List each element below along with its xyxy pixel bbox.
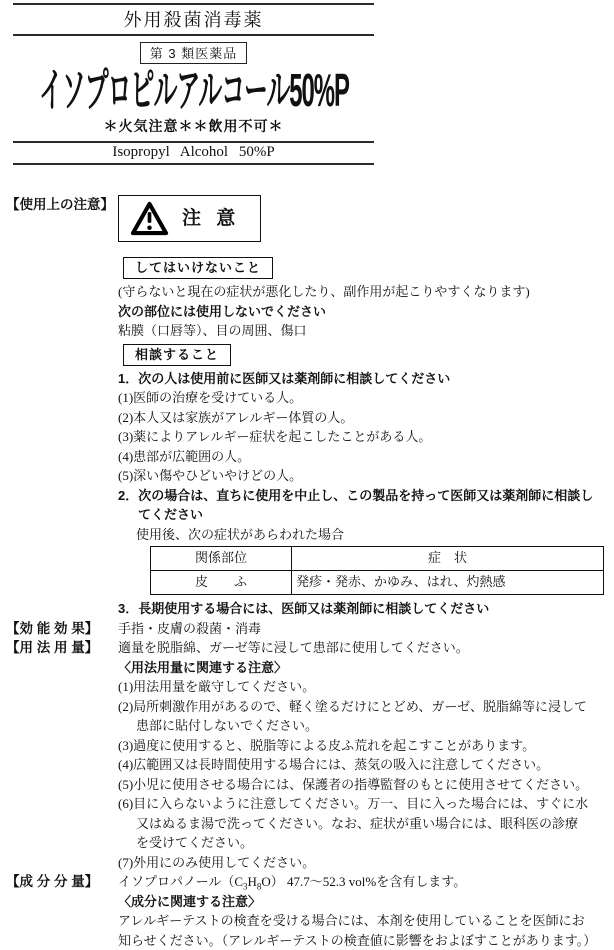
formula-text: O） 47.7～52.3 vol%を含有します。 — [261, 874, 467, 889]
dosage-notes-heading: 〈用法用量に関連する注意〉 — [118, 659, 288, 675]
donts-block — [118, 254, 604, 341]
main-content — [0, 195, 600, 950]
donts-body: 粘膜（口唇等）、目の周囲、傷口 — [118, 323, 307, 338]
list-item: (6)目に入らないように注意してください。万一、目に入った場合には、すぐに水又はぬるま湯で洗ってください。なお、症状が重い場合には、眼科医の診療を受けてください。 — [118, 796, 589, 850]
consult-item2-subnote: 使用後、次の症状があらわれた場合 — [136, 526, 345, 542]
list-item: (1)用法用量を厳守してください。 — [118, 679, 316, 694]
ingredient-formula — [118, 872, 590, 892]
section-label-ingredients: 【成 分 分 量】 — [6, 874, 99, 889]
consult-box-label: 相談すること — [123, 344, 231, 366]
list-item: (7)外用にのみ使用してください。 — [118, 854, 316, 870]
fire-warning-text: ＊火気注意＊＊飲用不可＊ — [103, 118, 284, 134]
table-cell-part: 皮 ふ — [151, 571, 292, 595]
section-label-dosage: 【用 法 用 量】 — [6, 640, 99, 655]
list-item: (2)局所刺激作用があるので、軽く塗るだけにとどめ、ガーゼ、脱脂綿等に浸して患部に貼付しないでください。 — [118, 698, 587, 733]
caution-badge-label: 注 意 — [182, 208, 241, 229]
product-title: イソプロピルアルコール50%P — [38, 64, 349, 116]
section-ingredients — [0, 872, 600, 950]
header-rule — [13, 34, 374, 36]
warning-triangle-icon — [130, 201, 169, 236]
section-label-precautions: 【使用上の注意】 — [6, 197, 114, 212]
ingredients-content — [118, 872, 600, 950]
table-header-row — [151, 547, 604, 571]
table-row — [151, 571, 604, 595]
drug-category: 外用殺菌消毒薬 — [123, 10, 264, 30]
table-header-symptom: 症 状 — [292, 547, 604, 571]
product-title-en: Isopropyl Alcohol 50%P — [112, 144, 275, 160]
product-title-row — [13, 65, 374, 115]
consult-item1-heading: 1．次の人は使用前に医師又は薬剤師に相談してください — [118, 370, 451, 386]
consult-item3-heading: 3．長期使用する場合には、医師又は薬剤師に相談してください — [118, 601, 490, 616]
ingredients-note: アレルギーテストの検査を受ける場合には、本剤を使用していることを医師にお知らせください。（アレルギーテストの検査値に影響をおよぼすことがあります。） — [118, 913, 597, 948]
efficacy-body: 手指・皮膚の殺菌・消毒 — [118, 620, 262, 636]
classification-badge: 第 3 類医薬品 — [140, 42, 247, 64]
section-efficacy — [0, 619, 600, 639]
list-item: (5)深い傷やひどいやけどの人。 — [118, 468, 303, 483]
list-item: (5)小児に使用させる場合には、保護者の指導監督のもとに使用させてください。 — [118, 776, 589, 792]
donts-heading: 次の部位には使用しないでください — [118, 303, 327, 319]
formula-text: H — [247, 874, 257, 889]
list-item: (3)過度に使用すると、脱脂等による皮ふ荒れを起こすことがあります。 — [118, 737, 536, 753]
table-header-part: 関係部位 — [151, 547, 292, 571]
consult-item2-heading: 2．次の場合は、直ちに使用を中止し、この製品を持って医師又は薬剤師に相談してください — [118, 487, 594, 522]
header — [13, 3, 374, 165]
donts-box-label: してはいけないこと — [123, 257, 273, 279]
header-rule — [13, 163, 374, 165]
section-dosage — [0, 638, 600, 872]
caution-badge — [118, 195, 261, 242]
section-label-efficacy: 【効 能 効 果】 — [6, 620, 99, 636]
formula-text: イソプロパノール（C — [118, 874, 244, 889]
dosage-body: 適量を脱脂綿、ガーゼ等に浸して患部に使用してください。 — [118, 640, 469, 655]
donts-note: (守らないと現在の症状が悪化したり、副作用が起こりやすくなります) — [118, 284, 530, 299]
list-item: (1)医師の治療を受けている人。 — [118, 390, 303, 405]
formula-subscript: 3 — [243, 881, 248, 892]
list-item: (4)広範囲又は長時間使用する場合には、蒸気の吸入に注意してください。 — [118, 757, 550, 772]
formula-subscript: 8 — [256, 881, 262, 892]
ingredients-notes-heading: 〈成分に関連する注意〉 — [118, 893, 262, 909]
list-item: (3)薬によりアレルギー症状を起こしたことがある人。 — [118, 429, 432, 444]
section-precautions — [0, 195, 600, 619]
precautions-content — [118, 195, 614, 619]
list-item: (2)本人又は家族がアレルギー体質の人。 — [118, 409, 354, 425]
symptoms-table — [150, 546, 604, 595]
list-item: (4)患部が広範囲の人。 — [118, 448, 251, 464]
dosage-content — [118, 638, 600, 872]
drug-label-document — [0, 3, 600, 948]
consult-block — [118, 341, 604, 619]
table-cell-symptom: 発疹・発赤、かゆみ、はれ、灼熱感 — [292, 571, 604, 595]
classification-row — [13, 42, 374, 64]
